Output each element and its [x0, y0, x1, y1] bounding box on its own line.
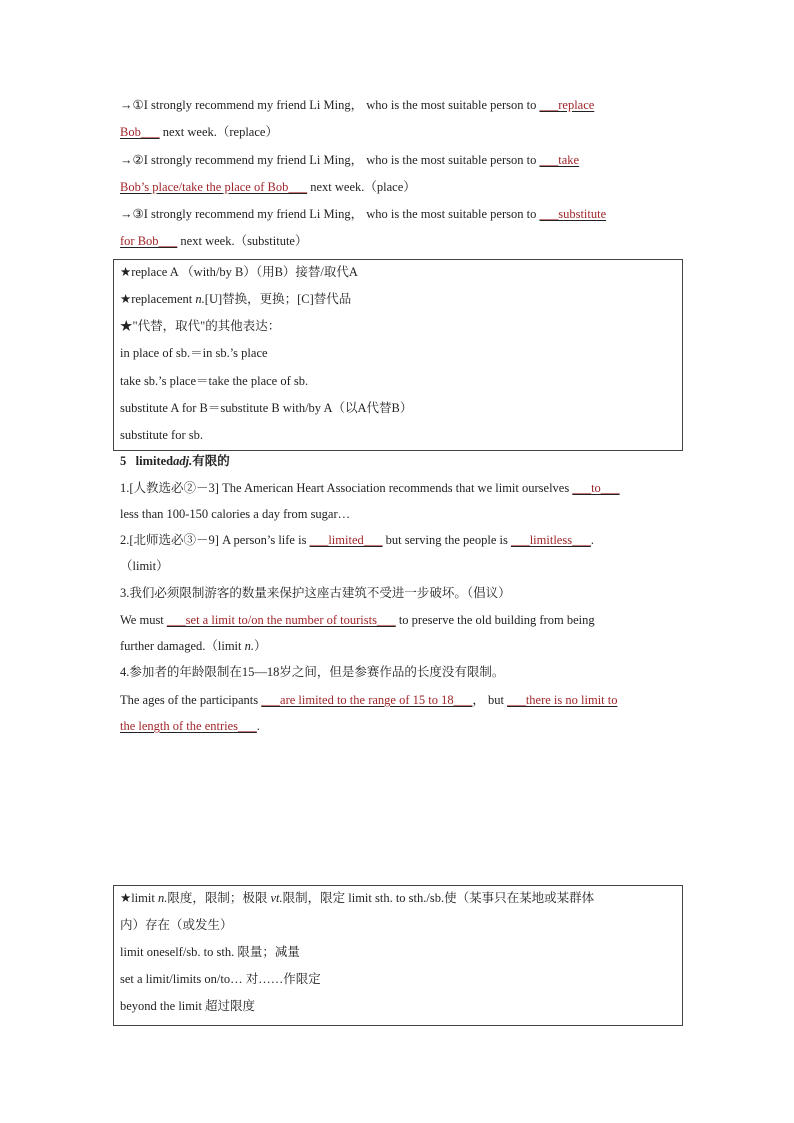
question-text: 1.[人教选必②－3] The American Heart Association recommends that we limit ourselves: [120, 481, 573, 495]
question-3-line-1: [120, 612, 595, 628]
note-text: 限度，限制；极限: [167, 891, 271, 905]
note-pos: n.: [157, 891, 168, 905]
answer: Bob’s place/take the place of Bob___: [120, 180, 308, 194]
replace-notes-box: [113, 259, 683, 451]
example-3-line-2: [120, 233, 308, 249]
answer: ___to___: [572, 481, 620, 495]
note-line: substitute A for B＝substitute B with/by A（以A代替B）: [120, 401, 413, 415]
example-1-line-2: [120, 124, 278, 140]
answer: ___set a limit to/on the number of tourists___: [166, 613, 396, 627]
note-line: 内）存在（或发生）: [120, 918, 233, 932]
example-text: →①I strongly recommend my friend Li Ming， who is the most suitable person to: [120, 98, 540, 112]
section-meaning: 有限的: [192, 454, 230, 468]
example-2-line-2: [120, 179, 416, 195]
note-line: in place of sb.＝in sb.’s place: [120, 346, 268, 360]
question-1-line-2: less than 100-150 calories a day from sugar…: [120, 507, 351, 521]
section-pos: adj.: [173, 454, 193, 468]
question-text: to preserve the old building from being: [395, 613, 595, 627]
note-line: substitute for sb.: [120, 428, 203, 442]
example-text: next week.（place）: [307, 180, 416, 194]
question-4-line-2: [120, 718, 260, 734]
note-line: set a limit/limits on/to… 对……作限定: [120, 972, 321, 986]
section-word: limited: [135, 454, 174, 468]
answer: ___limitless___: [510, 533, 591, 547]
note-line: limit oneself/sb. to sth. 限量；减量: [120, 945, 300, 959]
question-text: further damaged.（limit: [120, 639, 245, 653]
note-line: [120, 291, 351, 307]
section-number: 5: [120, 454, 127, 468]
answer: ___replace: [539, 98, 595, 112]
answer: ___take: [539, 153, 580, 167]
limit-notes-box: [113, 885, 683, 1026]
example-text: →②I strongly recommend my friend Li Ming， who is the most suitable person to: [120, 153, 540, 167]
example-text: next week.（substitute）: [177, 234, 308, 248]
note-pos: vt.: [270, 891, 283, 905]
question-2-line-2: （limit）: [120, 559, 169, 573]
example-1-line-1: [120, 97, 594, 113]
question-4-line-1: [120, 692, 618, 708]
answer: Bob___: [120, 125, 160, 139]
example-3-line-1: [120, 206, 606, 222]
question-1-line-1: [120, 480, 620, 496]
question-text: ）: [254, 639, 267, 653]
note-text: ★replacement: [120, 292, 196, 306]
question-2-line-1: [120, 532, 594, 548]
question-3-prompt: 3.我们必须限制游客的数量来保护这座古建筑不受进一步破坏。（倡议）: [120, 586, 511, 600]
answer: ___limited___: [309, 533, 383, 547]
question-text: The ages of the participants: [120, 693, 262, 707]
note-line: ★"代替，取代"的其他表达：: [120, 319, 281, 333]
answer: the length of the entries___: [120, 719, 257, 733]
example-2-line-1: [120, 152, 579, 168]
note-text: 限制，限定 limit sth. to sth./sb.使（某事只在某地或某群体: [282, 891, 595, 905]
question-text: ， but: [472, 693, 508, 707]
note-line: beyond the limit 超过限度: [120, 999, 256, 1013]
question-pos: n.: [244, 639, 254, 653]
section-heading: [120, 453, 230, 469]
question-4-prompt: 4.参加者的年龄限制在15—18岁之间，但是参赛作品的长度没有限制。: [120, 665, 505, 679]
answer: for Bob___: [120, 234, 178, 248]
question-text: We must: [120, 613, 167, 627]
question-text: .: [256, 719, 260, 733]
note-pos: n.: [195, 292, 205, 306]
note-line: ★replace A （with/by B）（用B）接替/取代A: [120, 265, 358, 279]
answer: ___there is no limit to: [507, 693, 618, 707]
question-text: .: [590, 533, 594, 547]
note-text: ★limit: [120, 891, 158, 905]
example-text: →③I strongly recommend my friend Li Ming， who is the most suitable person to: [120, 207, 540, 221]
note-line: [120, 890, 594, 906]
answer: ___are limited to the range of 15 to 18___: [261, 693, 473, 707]
note-text: [U]替换，更换；[C]替代品: [204, 292, 352, 306]
note-line: take sb.’s place＝take the place of sb.: [120, 374, 309, 388]
question-text: 2.[北师选必③－9] A person’s life is: [120, 533, 310, 547]
answer: ___substitute: [539, 207, 607, 221]
question-text: but serving the people is: [382, 533, 511, 547]
example-text: next week.（replace）: [159, 125, 278, 139]
question-3-line-2: [120, 638, 267, 654]
